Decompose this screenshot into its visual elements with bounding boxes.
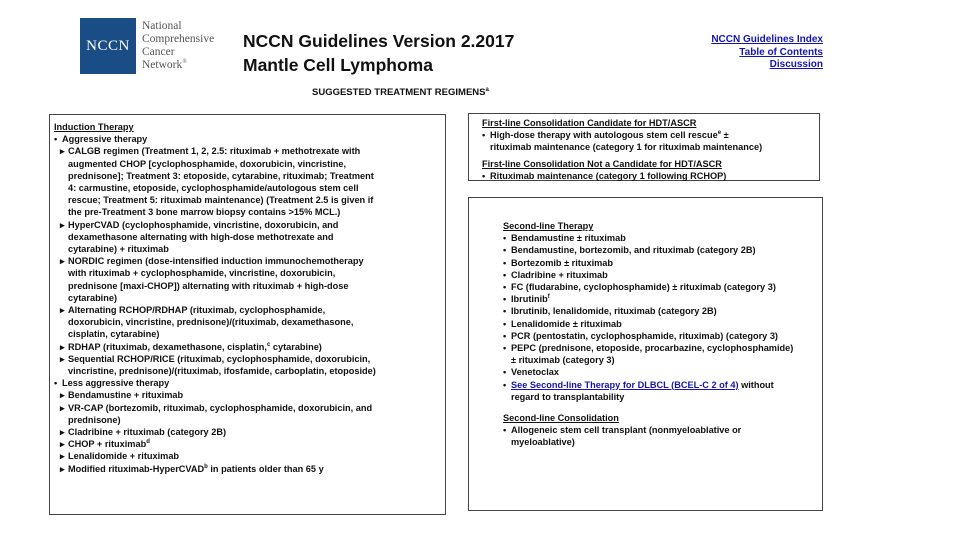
second-line-heading: Second-line Therapy	[503, 221, 594, 231]
list-item-rdhap: ▸ RDHAP (rituximab, dexamethasone, cisplatin,$^c$ cytarabine)	[54, 341, 441, 353]
induction-therapy-box	[49, 114, 446, 515]
list-item-see-dlbcl: • See Second-line Therapy for DLBCL (BCEL-C 2 of 4) without regard to transplantability	[503, 379, 816, 403]
list-item-hdt-ascr: • High-dose therapy with autologous stem cell rescue$^e$ ±	[482, 129, 815, 141]
candidate-heading: First-line Consolidation Candidate for HDT/ASCR	[482, 118, 697, 128]
aggressive-therapy-label: • Aggressive therapy	[54, 133, 441, 145]
page-title	[243, 29, 514, 77]
disease-title: Mantle Cell Lymphoma	[243, 55, 433, 75]
list-item-allogeneic: • Allogeneic stem cell transplant (nonmyeloablative or myeloablative)	[503, 424, 816, 448]
list-item-hypercvad: ▸ HyperCVAD (cyclophosphamide, vincristine, doxorubicin, and dexamethasone alternating with high-dose methotrexate and cytarabine) + rituximab	[54, 219, 441, 256]
list-item-chop: ▸ CHOP + rituximab$^d$	[54, 438, 441, 450]
list-item-calgb: ▸ CALGB regimen (Treatment 1, 2, 2.5: rituximab + methotrexate with augmented CHOP [cyclophosphamide, doxorubicin, vincristine, prednisone]; Treatment 3: etoposide, cytarabine, rituximab; Treatment 4: carmustine, etoposide, cyclophosphamide/autologous stem cell rescue; Treatment 5: rituximab maintenance) (Treatment 2.5 is given if the pre-Treatment 3 bone marrow biopsy contains >15% MCL.)	[54, 145, 441, 218]
second-line-therapy-box	[468, 197, 823, 511]
list-item-rituximab-maintenance: • Rituximab maintenance (category 1 following RCHOP)	[482, 170, 815, 182]
list-item: • PCR (pentostatin, cyclophosphamide, rituximab) (category 3)	[503, 330, 816, 342]
list-item: • Ibrutinib, lenalidomide, rituximab (category 2B)	[503, 305, 816, 317]
second-line-consolidation-heading: Second-line Consolidation	[503, 413, 619, 424]
list-item: • Bortezomib ± rituximab	[503, 257, 816, 269]
list-item: • Bendamustine ± rituximab	[503, 232, 816, 244]
list-item: • Cladribine + rituximab	[503, 269, 816, 281]
guidelines-index-link[interactable]: NCCN Guidelines Index	[711, 34, 823, 45]
list-item-modified-hypercvad: ▸ Modified rituximab-HyperCVAD$^b$ in patients older than 65 y	[54, 463, 441, 475]
logo-wordmark: National Comprehensive Cancer Network®	[142, 20, 215, 71]
list-item-sequential: ▸ Sequential RCHOP/RICE (rituximab, cyclophosphamide, doxorubicin, vincristine, prednisone)/(rituximab, ifosfamide, carboplatin, etoposide)	[54, 353, 441, 377]
induction-heading: Induction Therapy	[54, 122, 134, 132]
list-item-alternating: ▸ Alternating RCHOP/RDHAP (rituximab, cyclophosphamide, doxorubicin, vincristine, prednisone)/(rituximab, dexamethasone, cisplatin, cytarabine)	[54, 304, 441, 341]
discussion-link[interactable]: Discussion	[769, 59, 823, 70]
dlbcl-link[interactable]: See Second-line Therapy for DLBCL (BCEL-C 2 of 4)	[511, 379, 739, 390]
list-item-bendamustine: ▸ Bendamustine + rituximab	[54, 389, 441, 401]
first-line-consolidation-box: First-line Consolidation Candidate for HDT/ASCR • High-dose therapy with autologous stem cell rescue$^e$ ± rituximab maintenance (category 1 for rituximab maintenance) First-line Consolidation Not a Candidate for HDT/ASCR • Rituximab maintenance (category 1 following RCHOP)	[468, 113, 820, 181]
section-subtitle: SUGGESTED TREATMENT REGIMENS$^a$	[312, 86, 489, 98]
list-item-venetoclax: • Venetoclax	[503, 366, 816, 378]
header-links	[711, 34, 823, 72]
list-item-cladribine: ▸ Cladribine + rituximab (category 2B)	[54, 426, 441, 438]
list-item: • Bendamustine, bortezomib, and rituximab (category 2B)	[503, 244, 816, 256]
less-aggressive-label: • Less aggressive therapy	[54, 377, 441, 389]
list-item-pepc: • PEPC (prednisone, etoposide, procarbazine, cyclophosphamide) ± rituximab (category 3)	[503, 342, 816, 366]
nccn-logo	[80, 15, 214, 77]
list-item-nordic: ▸ NORDIC regimen (dose-intensified induction immunochemotherapy with rituximab + cyclophosphamide, vincristine, doxorubicin, prednisone [maxi-CHOP]) alternating with rituximab + high-dose cytarabine)	[54, 255, 441, 304]
table-of-contents-link[interactable]: Table of Contents	[739, 46, 823, 58]
list-item-vrcap: ▸ VR-CAP (bortezomib, rituximab, cyclophosphamide, doxorubicin, and prednisone)	[54, 402, 441, 426]
list-item-ibrutinib: • Ibrutinib$^f$	[503, 293, 816, 305]
logo-badge: NCCN	[80, 18, 136, 74]
guideline-version: NCCN Guidelines Version 2.2017	[243, 31, 515, 51]
list-item: • FC (fludarabine, cyclophosphamide) ± rituximab (category 3)	[503, 281, 816, 293]
list-item-lenalidomide: ▸ Lenalidomide + rituximab	[54, 450, 441, 462]
not-candidate-heading: First-line Consolidation Not a Candidate for HDT/ASCR	[482, 158, 722, 169]
list-item: • Lenalidomide ± rituximab	[503, 318, 816, 330]
